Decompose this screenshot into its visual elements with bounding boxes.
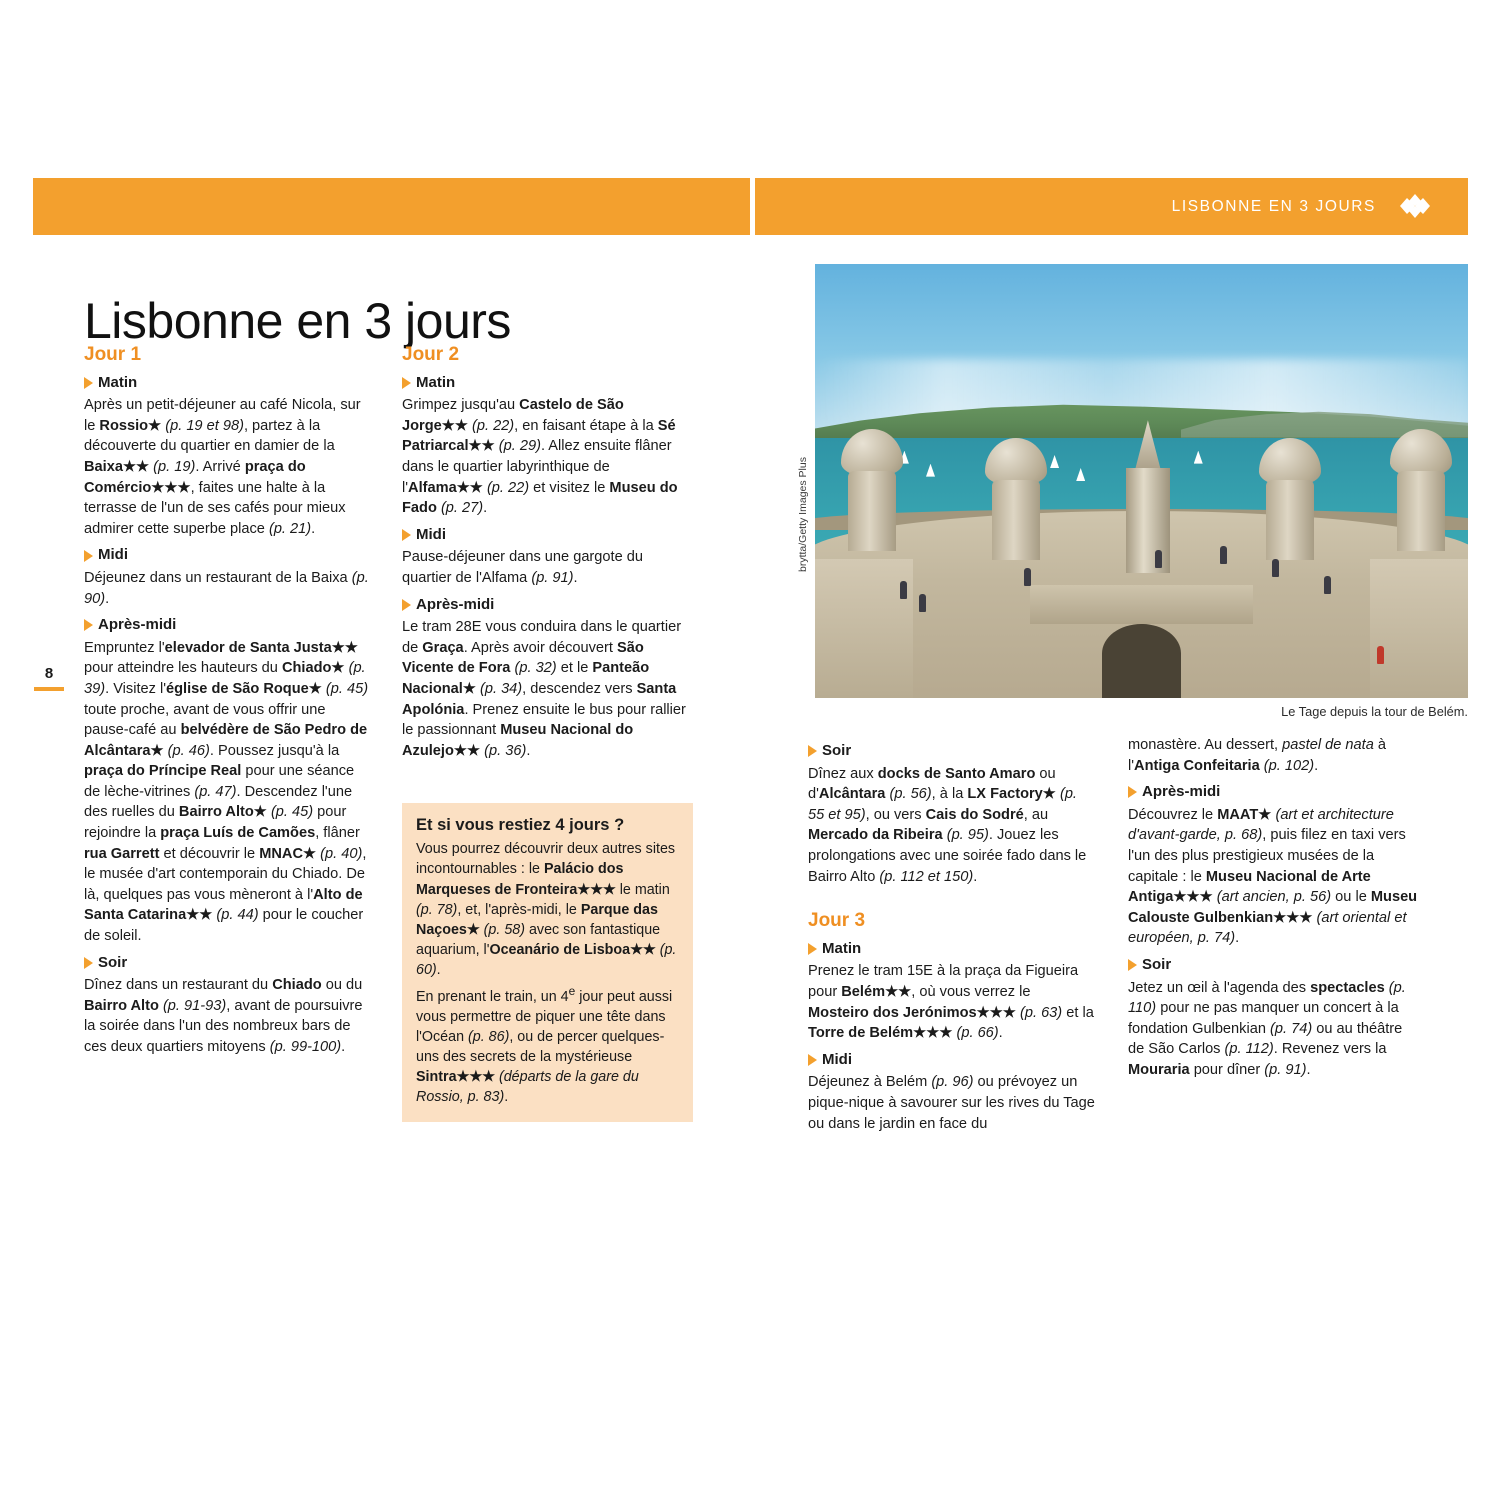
sidebar-box-4-days: [402, 803, 693, 1122]
photo-turret: [985, 438, 1047, 558]
segment-text: Déjeunez à Belém (p. 96) ou prévoyez un pique-nique à savourer sur les rives du Tage ou dans le jardin en face du: [808, 1074, 1095, 1132]
photo-parapet: [1030, 585, 1252, 624]
segment-label: Midi: [822, 1050, 852, 1068]
triangle-bullet-icon: [808, 943, 817, 955]
segment-label: Midi: [98, 546, 128, 564]
sidebar-text: Vous pourrez découvrir deux autres sites incontournables : le Palácio dos Marqueses de Fronteira★★★ le matin (p. 78), et, l'après-midi, le Parque das Naçoes★ (p. 58) avec son fantastique aquarium, l'Oceanário de Lisboa★★ (p. 60). En prenant le train, un 4e jour peut aussi vous permettre de piquer une tête dans l'Océan (p. 86), ou de percer quelques-uns des secrets de la mystérieuse Sintra★★★ (départs de la gare du Rossio, p. 83).: [416, 841, 677, 1106]
column-day-2-3: [808, 735, 1095, 1134]
photo-central-spire: [1122, 420, 1174, 570]
segment-text: Pause-déjeuner dans une gargote du quartier de l'Alfama (p. 91).: [402, 549, 643, 586]
header-bar-right: [755, 178, 1468, 235]
page-number-rule: [34, 687, 64, 691]
sidebar-title: Et si vous restiez 4 jours ?: [416, 816, 625, 834]
page-number-left-value: 8: [44, 665, 54, 682]
triangle-bullet-icon: [808, 745, 817, 757]
segment-label: Matin: [416, 373, 456, 391]
segment-label: Soir: [822, 742, 852, 759]
photo-battlement-left: [815, 559, 913, 698]
page-number-left: [34, 665, 64, 691]
segment-heading: [402, 595, 692, 616]
segment-heading: [1128, 955, 1418, 976]
segment-text: Dînez dans un restaurant du Chiado ou du Bairro Alto (p. 91-93), avant de poursuivre la soirée dans l'un des nombreux bars de ces deux quartiers mitoyens (p. 99-100).: [84, 977, 363, 1055]
segment-heading: [84, 373, 374, 394]
segment-heading: [402, 525, 692, 546]
segment-label: Soir: [98, 953, 128, 971]
photo-visitor: [1220, 546, 1227, 564]
column-day-2: [402, 345, 692, 761]
segment-heading: [84, 545, 374, 566]
photo-turret-dome: [985, 438, 1047, 486]
photo-spire-cap: [1134, 420, 1162, 474]
photo-turret-body: [1397, 471, 1445, 551]
column-day-3-cont: [1128, 735, 1418, 1081]
triangle-bullet-icon: [84, 957, 93, 969]
segment-heading: [808, 1050, 1095, 1071]
photo-belem-tower: [815, 264, 1468, 698]
triangle-bullet-icon: [84, 619, 93, 631]
segment-text: Prenez le tram 15E à la praça da Figueira pour Belém★★, où vous verrez le Mosteiro dos Jerónimos★★★ (p. 63) et la Torre de Belém★★★ (p. 66).: [808, 963, 1094, 1042]
segment-label: Midi: [416, 525, 446, 543]
segment-heading: [808, 741, 1095, 762]
segment-heading: [808, 939, 1095, 960]
photo-visitor: [1324, 576, 1331, 594]
segment-heading: [1128, 782, 1418, 803]
photo-visitor: [1155, 550, 1162, 568]
photo-turret-body: [992, 480, 1040, 560]
segment-text: Découvrez le MAAT★ (art et architecture d'avant-garde, p. 68), puis filez en taxi vers l'un des plus prestigieux musées de la capitale : le Museu Nacional de Arte Antiga★★★ (art ancien, p. 56) ou le Museu Calouste Gulbenkian★★★ (art oriental et européen, p. 74).: [1128, 806, 1418, 947]
day-title: Jour 2: [402, 344, 460, 365]
segment-label: Soir: [1142, 955, 1172, 973]
segment-text: Grimpez jusqu'au Castelo de São Jorge★★ (p. 22), en faisant étape à la Sé Patriarcal★★ (p. 29). Allez ensuite flâner dans le quartier labyrinthique de l'Alfama★★ (p. 22) et visitez le Museu do Fado (p. 27).: [402, 397, 678, 517]
segment-label: Après-midi: [1142, 783, 1221, 801]
segment-label: Après-midi: [416, 595, 495, 613]
photo-turret: [841, 429, 903, 549]
segment-label: Matin: [822, 939, 862, 957]
segment-heading: [402, 373, 692, 394]
triangle-bullet-icon: [402, 377, 411, 389]
photo-visitor: [1024, 568, 1031, 586]
photo-turret-dome: [1259, 438, 1321, 486]
column-day-1: [84, 345, 374, 1058]
segment-text-continued: monastère. Au dessert, pastel de nata à l'Antiga Confeitaria (p. 102).: [1128, 737, 1386, 774]
triangle-bullet-icon: [808, 1054, 817, 1066]
photo-visitor: [900, 581, 907, 599]
segment-heading: [84, 953, 374, 974]
photo-illustration: [815, 264, 1468, 698]
triangle-bullet-icon: [402, 599, 411, 611]
segment-text: Jetez un œil à l'agenda des spectacles (p. 110) pour ne pas manquer un concert à la fondation Gulbenkian (p. 74) ou au théâtre de São Carlos (p. 112). Revenez vers la Mouraria pour dîner (p. 91).: [1128, 979, 1406, 1078]
segment-text: Empruntez l'elevador de Santa Justa★★ pour atteindre les hauteurs du Chiado★ (p. 39). Visitez l'église de São Roque★ (p. 45) toute proche, avant de vous offrir une pause-café au belvédère de São Pedro de Alcântara★ (p. 46). Poussez jusqu'à la praça do Príncipe Real pour une séance de lèche-vitrines (p. 47). Descendez l'une des ruelles du Bairro Alto★ (p. 45) pour rejoindre la praça Luís de Camões, flâner rua Garrett et découvrir le MNAC★ (p. 40), le musée d'art contemporain du Chiado. De là, quelques pas vous mèneront à l'Alto de Santa Catarina★★ (p. 44) pour le coucher de soleil.: [84, 639, 369, 945]
handshake-icon: [1400, 192, 1430, 220]
header-bar-left: [33, 178, 750, 235]
photo-caption: Le Tage depuis la tour de Belém.: [1281, 704, 1468, 719]
triangle-bullet-icon: [402, 529, 411, 541]
photo-turret-dome: [1390, 429, 1452, 477]
segment-text: Dînez aux docks de Santo Amaro ou d'Alcântara (p. 56), à la LX Factory★ (p. 55 et 95), ou vers Cais do Sodré, au Mercado da Ribeira (p. 95). Jouez les prolongations avec une soirée fado dans le Bairro Alto (p. 112 et 150).: [808, 765, 1087, 885]
triangle-bullet-icon: [1128, 786, 1137, 798]
segment-heading: [84, 615, 374, 636]
photo-spire-shaft: [1126, 468, 1170, 573]
segment-label: Matin: [98, 373, 138, 391]
day-title: Jour 3: [808, 910, 866, 932]
triangle-bullet-icon: [84, 550, 93, 562]
page-title: Lisbonne en 3 jours: [84, 292, 511, 349]
photo-visitor: [919, 594, 926, 612]
photo-turret: [1259, 438, 1321, 558]
photo-visitor: [1377, 646, 1384, 664]
running-head: LISBONNE EN 3 JOURS: [1171, 198, 1376, 215]
photo-turret-dome: [841, 429, 903, 477]
triangle-bullet-icon: [84, 377, 93, 389]
segment-text: Déjeunez dans un restaurant de la Baixa (p. 90).: [84, 569, 369, 607]
photo-credit: brytta/Getty Images Plus: [797, 457, 809, 572]
segment-text: Le tram 28E vous conduira dans le quartier de Graça. Après avoir découvert São Vicente de Fora (p. 32) et le Panteão Nacional★ (p. 34), descendez vers Santa Apolónia. Prenez ensuite le bus pour rallier le passionnant Museu Nacional do Azulejo★★ (p. 36).: [402, 619, 686, 759]
photo-battlement-right: [1370, 559, 1468, 698]
photo-turret-body: [1266, 480, 1314, 560]
segment-label: Après-midi: [98, 616, 177, 634]
photo-visitor: [1272, 559, 1279, 577]
photo-turret-body: [848, 471, 896, 551]
day-title: Jour 1: [84, 344, 142, 365]
photo-turret: [1390, 429, 1452, 549]
triangle-bullet-icon: [1128, 959, 1137, 971]
segment-text: Après un petit-déjeuner au café Nicola, sur le Rossio★ (p. 19 et 98), partez à la découverte du quartier en damier de la Baixa★★ (p. 19). Arrivé praça do Comércio★★★, faites une halte à la terrasse de l'un de ses cafés pour mieux admirer cette superbe place (p. 21).: [84, 397, 361, 537]
photo-gate: [1102, 624, 1180, 698]
